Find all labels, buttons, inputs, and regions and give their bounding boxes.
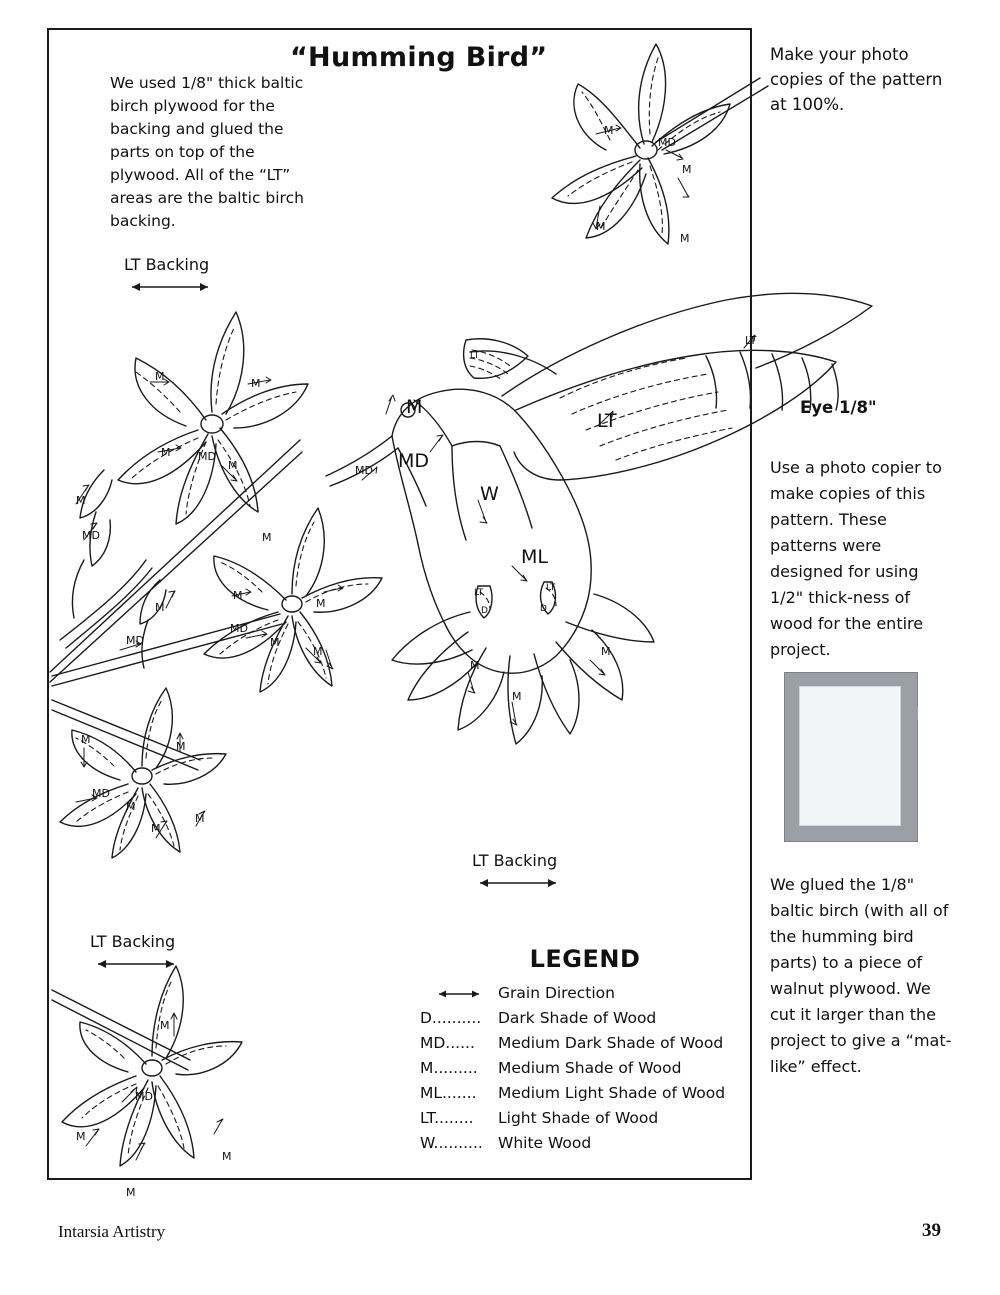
legend-row-value: White Wood [498,1134,592,1152]
pattern-mark: M [512,690,522,703]
note-right-bottom: We glued the 1/8" baltic birch (with all of the humming bird parts) to a piece of walnut plywood. We cut it larger than the project to give a “mat-like” effect. [770,875,952,1076]
lt-backing-arrow-icon [126,281,214,293]
legend-row-key: D.......... [420,1009,482,1027]
pattern-mark: ML [521,546,548,568]
legend-row-value: Dark Shade of Wood [498,1009,657,1027]
pattern-mark: M [604,124,614,137]
legend-row-key: M......... [420,1059,478,1077]
lt-backing-label: LT Backing [472,851,558,870]
pattern-mark: LT [470,351,480,361]
pattern-mark: M [270,636,280,649]
pattern-mark: MD [230,622,248,635]
pattern-mark: M [596,220,606,233]
pattern-mark: M [313,645,323,658]
pattern-mark: M [81,733,91,746]
leaf-cluster-center-left [120,508,382,692]
pattern-mark: M [316,597,326,610]
page-title: “Humming Bird” [290,42,548,73]
pattern-mark: M [251,377,261,390]
pattern-mark: M [76,494,86,507]
legend-row-value: Light Shade of Wood [498,1109,659,1127]
pattern-mark: M [406,396,423,418]
legend-row-value: Medium Shade of Wood [498,1059,682,1077]
note-top-right: Make your photo copies of the pattern at 100%. [770,45,943,114]
pattern-mark: LT [745,334,757,347]
leaf-cluster-lower-left [60,688,226,858]
pattern-mark: LT [546,583,556,593]
note-eye-heading: Eye 1/8" [800,398,877,417]
legend-row [420,1106,750,1131]
pattern-mark: M [682,163,692,176]
legend-grain-label: Grain Direction [498,984,615,1002]
pattern-mark: M [151,822,161,835]
pattern-mark: MD [355,464,373,477]
footer-page-number: 39 [922,1220,941,1241]
leaf-cluster-left-upper [72,312,308,618]
legend-row-key: ML....... [420,1084,477,1102]
pattern-mark: LT [474,588,484,598]
pattern-mark: D [481,606,488,616]
legend-row-value: Medium Dark Shade of Wood [498,1034,724,1052]
pattern-mark: M [470,659,480,672]
legend-title: LEGEND [529,945,641,973]
legend-row-key: MD...... [420,1034,475,1052]
pattern-mark: M [233,589,243,602]
pattern-mark: M [680,232,690,245]
note-top-left: We used 1/8" thick baltic birch plywood for the backing and glued the parts on top of the plywood. All of the “LT” areas are the baltic birch backing. [110,74,304,230]
pattern-mark: M [155,601,165,614]
pattern-mark: LT [597,410,617,432]
legend-row [420,1081,750,1106]
legend-row [420,1031,750,1056]
pattern-mark: MD [135,1090,153,1103]
frame-bottom-rule [47,1178,752,1180]
legend-row-value: Medium Light Shade of Wood [498,1084,726,1102]
photo-sample-inner [799,686,901,826]
pattern-mark: M [601,645,611,658]
legend-row-key: LT........ [420,1109,474,1127]
leaf-cluster-bottom [62,966,242,1166]
pattern-mark: M [161,446,171,459]
pattern-mark: MD [126,634,144,647]
legend-row [420,1056,750,1081]
pattern-mark: MD [398,450,430,472]
lt-backing-arrow-icon [474,877,562,889]
footer-book-title: Intarsia Artistry [58,1222,166,1241]
pattern-mark: MD [658,136,676,149]
pattern-mark: M [76,1130,86,1143]
legend-row-key: W.......... [420,1134,483,1152]
pattern-mark: MD [92,787,110,800]
grain-direction-arrow-icon [420,988,498,1000]
legend [420,945,750,1156]
frame-right-rule [750,28,752,1180]
pattern-mark: MD [82,529,100,542]
pattern-mark: M [262,531,272,544]
frame-top-rule [47,28,752,30]
pattern-mark: M [195,812,205,825]
pattern-mark: M [126,800,136,813]
lt-backing-label: LT Backing [90,932,176,951]
legend-row [420,1131,750,1156]
pattern-mark: M [176,740,186,753]
pattern-mark: M [126,1186,136,1199]
photo-sample-notch [902,707,918,720]
legend-grain-row [420,981,750,1006]
lt-backing-label: LT Backing [124,255,210,274]
pattern-mark: M [222,1150,232,1163]
pattern-mark: D [540,604,547,614]
pattern-mark: MD [198,450,216,463]
pattern-mark: M [160,1019,170,1032]
photo-sample [784,672,918,842]
frame-left-rule [47,28,49,1180]
pattern-mark: W [480,483,499,505]
pattern-mark: M [155,370,165,383]
legend-row [420,1006,750,1031]
lt-backing-arrow-icon [92,958,180,970]
pattern-mark: M [228,459,238,472]
note-right-middle: Use a photo copier to make copies of this pattern. These patterns were designed for using 1/2" thick-ness of wood for the entire project. [770,458,942,659]
